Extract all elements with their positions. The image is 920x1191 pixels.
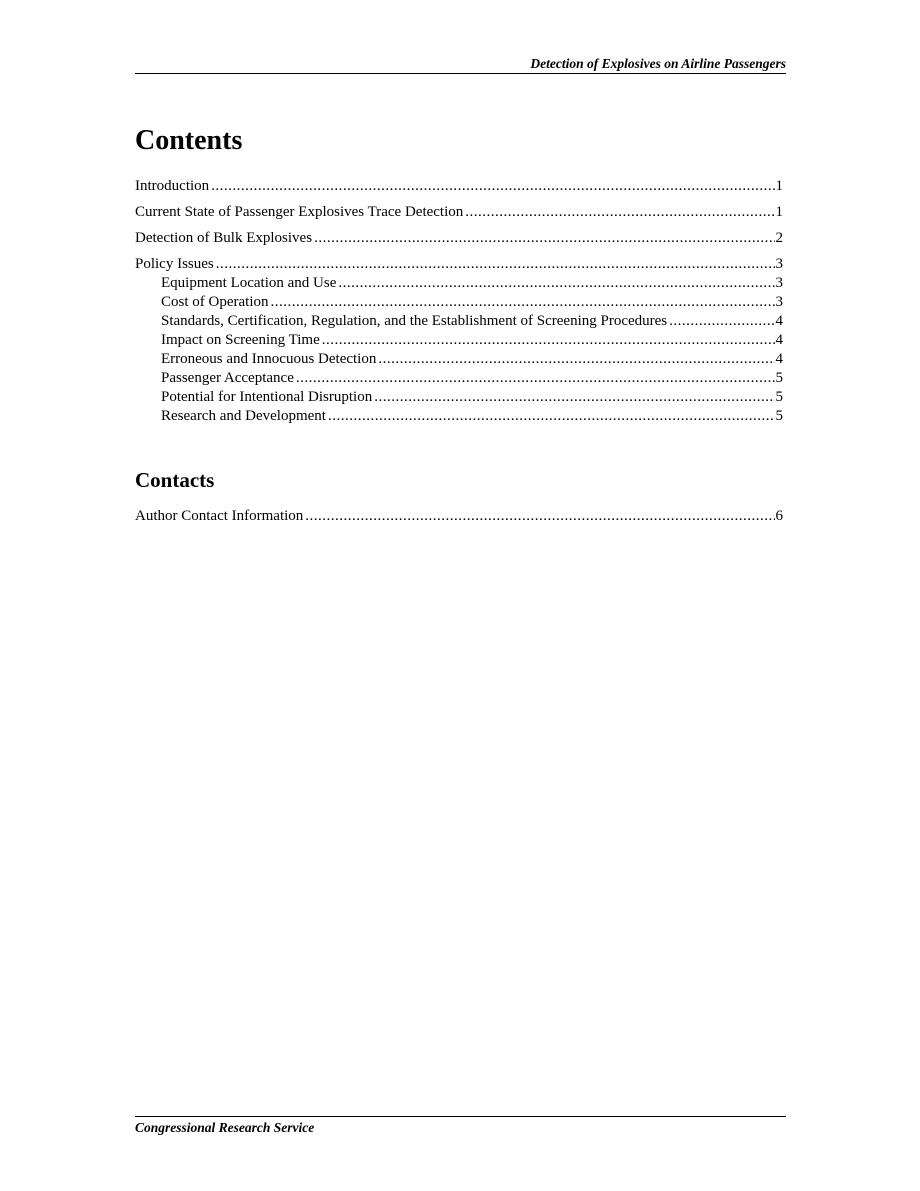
- toc-entry-text: Research and Development: [161, 408, 326, 424]
- toc-entry-text: Policy Issues: [135, 256, 214, 272]
- toc-subentry-research-development[interactable]: [135, 407, 783, 426]
- toc-entry-text: Passenger Acceptance: [161, 370, 294, 386]
- toc-page-number: 2: [775, 230, 783, 246]
- toc-entry-text: Author Contact Information: [135, 508, 304, 524]
- contents-title: Contents: [135, 125, 243, 156]
- toc-entry-current-state[interactable]: [135, 203, 783, 222]
- contacts-title: Contacts: [135, 468, 215, 492]
- toc-page-number: 1: [775, 178, 783, 194]
- header-rule: [135, 73, 786, 74]
- toc-page-number: 5: [775, 370, 783, 386]
- toc-dot-leader: [378, 350, 774, 369]
- toc-page-number: 5: [775, 408, 783, 424]
- toc-dot-leader: [296, 369, 775, 388]
- toc-dot-leader: [328, 407, 775, 426]
- toc-subentry-erroneous-detection[interactable]: [135, 350, 783, 369]
- toc-page-number: 1: [775, 204, 783, 220]
- toc-page-number: 4: [775, 313, 783, 329]
- toc-dot-leader: [305, 507, 774, 526]
- toc-subentry-screening-time[interactable]: [135, 331, 783, 350]
- toc-dot-leader: [211, 177, 774, 196]
- toc-dot-leader: [270, 293, 774, 312]
- toc-page-number: 3: [775, 275, 783, 291]
- toc-page-number: 5: [775, 389, 783, 405]
- toc-dot-leader: [374, 388, 774, 407]
- toc-entry-author-contact[interactable]: [135, 507, 783, 526]
- toc-page-number: 3: [775, 256, 783, 272]
- toc-entry-text: Introduction: [135, 178, 210, 194]
- toc-entry-text: Current State of Passenger Explosives Trace Detection: [135, 204, 464, 220]
- toc-dot-leader: [314, 229, 774, 248]
- toc-entry-text: Equipment Location and Use: [161, 275, 337, 291]
- toc-entry-policy-issues[interactable]: [135, 255, 783, 274]
- toc-dot-leader: [669, 312, 774, 331]
- toc-dot-leader: [216, 255, 775, 274]
- toc-page-number: 6: [775, 508, 783, 524]
- toc-page-number: 4: [775, 332, 783, 348]
- toc-entry-text: Potential for Intentional Disruption: [161, 389, 373, 405]
- toc-entry-text: Detection of Bulk Explosives: [135, 230, 313, 246]
- toc-entry-text: Cost of Operation: [161, 294, 269, 310]
- toc-page-number: 4: [775, 351, 783, 367]
- running-header: Detection of Explosives on Airline Passengers: [530, 56, 786, 71]
- toc-subentry-intentional-disruption[interactable]: [135, 388, 783, 407]
- footer-rule: [135, 1116, 786, 1117]
- toc-dot-leader: [322, 331, 775, 350]
- toc-entry-bulk-explosives[interactable]: [135, 229, 783, 248]
- toc-dot-leader: [465, 203, 774, 222]
- contacts-list: [135, 507, 783, 533]
- toc-entry-introduction[interactable]: [135, 177, 783, 196]
- toc-page-number: 3: [775, 294, 783, 310]
- table-of-contents: [135, 177, 783, 426]
- toc-entry-text: Impact on Screening Time: [161, 332, 320, 348]
- toc-subentry-passenger-acceptance[interactable]: [135, 369, 783, 388]
- running-footer: Congressional Research Service: [135, 1120, 315, 1135]
- toc-entry-text: Erroneous and Innocuous Detection: [161, 351, 377, 367]
- toc-subentry-standards[interactable]: [135, 312, 783, 331]
- toc-entry-text: Standards, Certification, Regulation, and the Establishment of Screening Procedures: [161, 313, 668, 329]
- toc-dot-leader: [338, 274, 774, 293]
- toc-subentry-cost-of-operation[interactable]: [135, 293, 783, 312]
- toc-subentry-equipment-location[interactable]: [135, 274, 783, 293]
